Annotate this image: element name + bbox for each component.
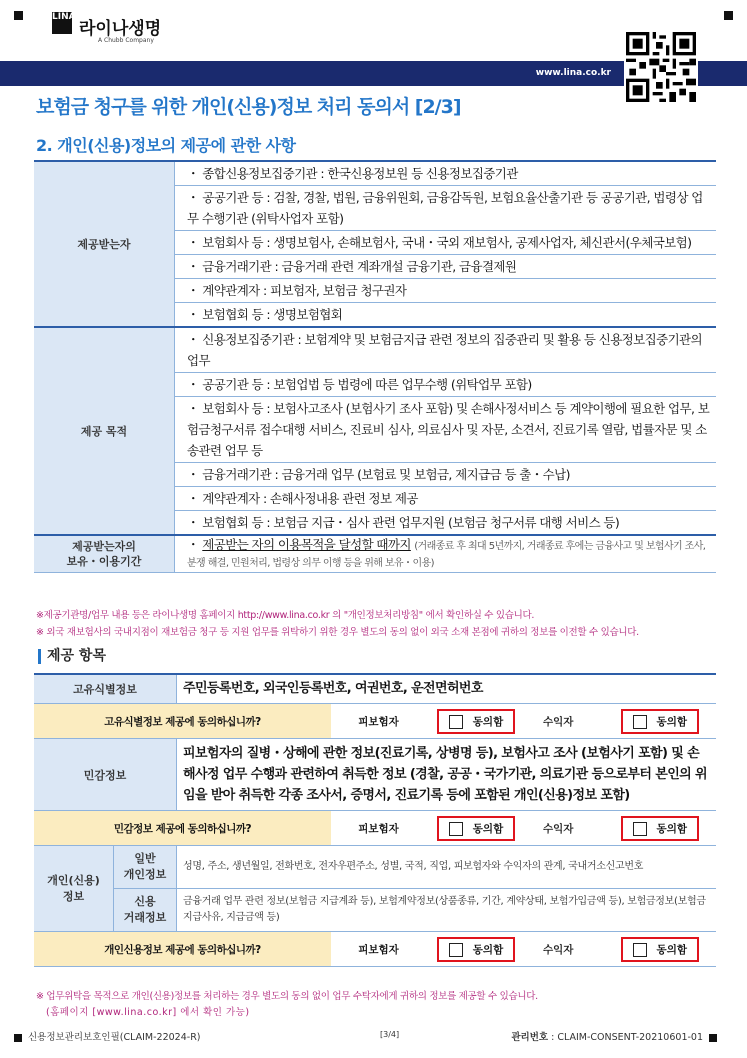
sensitive-consent-row <box>34 811 716 846</box>
unique-insured-agree[interactable] <box>426 704 526 739</box>
qr-code-icon <box>624 30 698 104</box>
sensitive-beneficiary-cell <box>526 811 716 846</box>
purpose-item: ・ 신용정보집중기관 : 보험계약 및 보험금지급 관련 정보의 집중관리 및 활용 등 신용정보집중기관의 업무 <box>175 327 717 373</box>
corner-mark-top-left <box>14 11 23 20</box>
checkbox-icon[interactable] <box>449 822 463 836</box>
recipient-item: ・ 금융거래기관 : 금융거래 관련 계좌개설 금융기관, 금융결제원 <box>175 255 717 279</box>
insured-label: 피보험자 <box>331 932 426 967</box>
personal-insured-agree[interactable] <box>426 932 526 967</box>
agree-checkbox[interactable]: 동의함 <box>621 937 699 962</box>
logo-name: 라이나생명 <box>79 19 162 39</box>
agree-checkbox[interactable]: 동의함 <box>621 709 699 734</box>
sensitive-label: 민감정보 <box>34 739 177 811</box>
provision-note-2: ※ 외국 재보험사의 국내지점이 재보험금 청구 등 지원 업무를 위탁하기 위한 경우 별도의 동의 없이 외국 소재 본점에 귀하의 정보를 이전할 수 있습니다. <box>36 627 639 638</box>
footer-square-icon <box>709 1034 717 1042</box>
logo-mark: LINA <box>52 12 72 34</box>
recipient-item: ・ 보험협회 등 : 생명보험협회 <box>175 303 717 328</box>
beneficiary-label: 수익자 <box>543 715 574 728</box>
retention-period-label: 제공받는자의 보유・이용기간 <box>34 535 175 573</box>
agree-checkbox[interactable]: 동의함 <box>621 816 699 841</box>
purpose-item: ・ 금융거래기관 : 금융거래 업무 (보험료 및 보험금, 제지급금 등 출・수납) <box>175 463 717 487</box>
items-heading: 제공 항목 <box>38 649 106 664</box>
agree-checkbox[interactable]: 동의함 <box>437 816 515 841</box>
general-info-value: 성명, 주소, 생년월일, 전화번호, 전자우편주소, 성별, 국적, 직업, 피보험자와 수익자의 관계, 국내거소신고번호 <box>177 846 717 889</box>
agree-checkbox[interactable]: 동의함 <box>437 937 515 962</box>
footer-square-icon <box>14 1034 22 1042</box>
purpose-item: ・ 계약관계자 : 손해사정내용 관련 정보 제공 <box>175 487 717 511</box>
insured-label: 피보험자 <box>331 811 426 846</box>
insured-label: 피보험자 <box>331 704 426 739</box>
sensitive-value: 피보험자의 질병・상해에 관한 정보(진료기록, 상병명 등), 보험사고 조사 (보험사기 포함) 및 손해사정 업무 수행과 관련하여 취득한 정보 (경찰, 공공・국가기관, 의료기관 등으로부터 본인의 위임을 받아 취득한 각종 조사서, 증명서, 진료기록 등에 포함된 개인(신용)정보 포함) <box>177 739 717 811</box>
checkbox-icon[interactable] <box>633 715 647 729</box>
sensitive-insured-agree[interactable] <box>426 811 526 846</box>
purpose-label: 제공 목적 <box>34 327 175 535</box>
recipient-item: ・ 보험회사 등 : 생명보험사, 손해보험사, 국내・국외 재보험사, 공제사업자, 체신관서(우체국보험) <box>175 231 717 255</box>
purpose-item: ・ 보험협회 등 : 보험금 지급・심사 관련 업무지원 (보험금 청구서류 대행 서비스 등) <box>175 511 717 536</box>
general-info-label: 일반 개인정보 <box>114 846 177 889</box>
document-title: 보험금 청구를 위한 개인(신용)정보 처리 동의서 [2/3] <box>36 96 461 118</box>
recipients-label: 제공받는자 <box>34 161 175 327</box>
recipient-item: ・ 계약관계자 : 피보험자, 보험금 청구권자 <box>175 279 717 303</box>
personal-beneficiary-cell <box>526 932 716 967</box>
personal-question: 개인신용정보 제공에 동의하십니까? <box>34 932 331 967</box>
footer-management-number: 관리번호 : CLAIM-CONSENT-20210601-01 <box>511 1029 717 1043</box>
provision-note-1: ※제공기관명/업무 내용 등은 라이나생명 홈페이지 http://www.lina.co.kr 의 "개인정보처리방침" 에서 확인하실 수 있습니다. <box>36 610 535 621</box>
credit-info-value: 금융거래 업무 관련 정보(보험금 지급계좌 등), 보험계약정보(상품종류, 기간, 계약상태, 보험가입금액 등), 보험금정보(보험금 지급사유, 지급금액 등) <box>177 889 717 932</box>
beneficiary-label: 수익자 <box>543 943 574 956</box>
checkbox-icon[interactable] <box>633 822 647 836</box>
personal-info-label: 개인(신용) 정보 <box>34 846 114 932</box>
unique-beneficiary-cell <box>526 704 716 739</box>
unique-id-value: 주민등록번호, 외국인등록번호, 여권번호, 운전면허번호 <box>177 674 717 704</box>
beneficiary-label: 수익자 <box>543 822 574 835</box>
unique-id-question: 고유식별정보 제공에 동의하십니까? <box>34 704 331 739</box>
recipient-item: ・ 공공기관 등 : 검찰, 경찰, 법원, 금융위원회, 금융감독원, 보험요율산출기관 등 공공기관, 법령상 업무 수행기관 (위탁사업자 포함) <box>175 186 717 231</box>
unique-id-label: 고유식별정보 <box>34 674 177 704</box>
retention-period-value: ・ 제공받는 자의 이용목적을 달성할 때까지 (거래종료 후 최대 5년까지, 거래종료 후에는 금융사고 및 보험사기 조사, 분쟁 해결, 민원처리, 법령상 의무 이행 등을 위해 보유・이용) <box>175 535 717 573</box>
homepage-note: (홈페이지 [www.lina.co.kr] 에서 확인 가능) <box>46 1007 250 1018</box>
provision-table <box>34 160 716 573</box>
purpose-item: ・ 공공기관 등 : 보험업법 등 법령에 따른 업무수행 (위탁업무 포함) <box>175 373 717 397</box>
footer-form-code: 신용정보관리보호인필(CLAIM-22024-R) <box>14 1029 201 1043</box>
purpose-item: ・ 보험회사 등 : 보험사고조사 (보험사기 조사 포함) 및 손해사정서비스 등 계약이행에 필요한 업무, 보험금청구서류 접수대행 서비스, 진료비 심사, 의료심사 및 자문, 소견서, 진료기록 열람, 법률자문 및 소송관련 업무 등 <box>175 397 717 463</box>
outsourcing-note: ※ 업무위탁을 목적으로 개인(신용)정보를 처리하는 경우 별도의 동의 없이 업무 수탁자에게 귀하의 정보를 제공할 수 있습니다. <box>36 991 538 1002</box>
corner-mark-top-right <box>724 11 733 20</box>
checkbox-icon[interactable] <box>449 715 463 729</box>
agree-checkbox[interactable]: 동의함 <box>437 709 515 734</box>
sensitive-question: 민감정보 제공에 동의하십니까? <box>34 811 331 846</box>
items-table <box>34 673 716 967</box>
logo-subtitle: A Chubb Company <box>98 37 154 44</box>
personal-consent-row <box>34 932 716 967</box>
website-url[interactable]: www.lina.co.kr <box>535 68 611 78</box>
checkbox-icon[interactable] <box>633 943 647 957</box>
checkbox-icon[interactable] <box>449 943 463 957</box>
recipient-item: ・ 종합신용정보집중기관 : 한국신용정보원 등 신용정보집중기관 <box>175 161 717 186</box>
section-heading: 2. 개인(신용)정보의 제공에 관한 사항 <box>36 136 296 155</box>
unique-id-consent-row <box>34 704 716 739</box>
credit-info-label: 신용 거래정보 <box>114 889 177 932</box>
footer-page-number: [3/4] <box>380 1030 400 1039</box>
